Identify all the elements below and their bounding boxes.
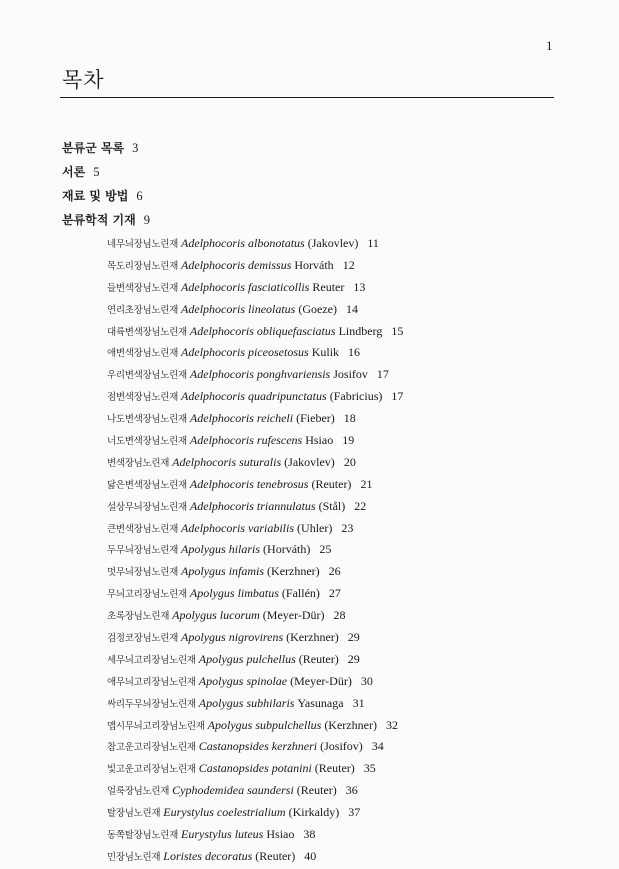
toc-entry-page: 31 <box>352 695 365 710</box>
toc-entry-page: 29 <box>347 630 360 645</box>
toc-entry-page: 27 <box>328 586 341 601</box>
toc-entry-author: Kulik <box>311 345 340 360</box>
toc-entry-author: Yasunaga <box>297 695 344 710</box>
toc-entry-korean-name: 탈장님노린재 <box>107 808 161 820</box>
toc-section <box>62 160 150 184</box>
toc-entry-korean-name: 큰변색장님노린재 <box>107 523 179 535</box>
toc-entry-page: 38 <box>303 827 316 842</box>
toc-entry-korean-name: 나도변색장님노린재 <box>107 414 187 426</box>
toc-entry-scientific-name: Adelphocoris triannulatus <box>189 498 316 513</box>
toc-entry-korean-name: 들변색장님노린재 <box>107 282 179 294</box>
toc-entry-body <box>107 605 346 628</box>
toc-entry-scientific-name: Apolygus pulchellus <box>198 651 296 666</box>
toc-entry-korean-name: 맵시무늬고리장님노린재 <box>107 720 205 732</box>
toc-entry-body <box>107 758 376 781</box>
toc-entry-korean-name: 멋무늬장님노린재 <box>107 567 179 579</box>
toc-entry-page: 28 <box>333 608 346 623</box>
toc-entry-author: (Reuter) <box>255 848 296 863</box>
toc-entry-author: Reuter <box>312 279 345 294</box>
toc-entry-korean-name: 동쪽탈장님노린재 <box>107 830 179 842</box>
toc-entry-page: 16 <box>348 345 361 360</box>
toc-entry-body <box>107 583 341 606</box>
toc-entry-author: (Reuter) <box>311 476 352 491</box>
toc-entry-page: 26 <box>328 564 341 579</box>
toc-entry-body <box>107 277 365 300</box>
toc-entry-korean-name: 빛고운고리장님노린재 <box>107 764 196 776</box>
toc-entry-body <box>107 430 354 453</box>
toc-entry-author: (Jakovlev) <box>284 454 335 469</box>
toc-entry-page: 23 <box>341 520 354 535</box>
toc-entry-author: Horváth <box>294 257 334 272</box>
section-list <box>62 136 150 232</box>
toc-entry-body <box>107 474 372 497</box>
toc-entry-korean-name: 두무늬장님노린재 <box>107 545 179 557</box>
toc-section-label: 분류학적 기재 <box>62 213 136 227</box>
toc-entry-scientific-name: Apolygus spinolae <box>198 673 288 688</box>
toc-entry-scientific-name: Adelphocoris reicheli <box>189 411 294 426</box>
toc-entry-korean-name: 너도변색장님노린재 <box>107 436 187 448</box>
toc-entry-author: Lindberg <box>338 323 383 338</box>
toc-entry-page: 34 <box>371 739 384 754</box>
toc-entry-korean-name: 변색장님노린재 <box>107 457 170 469</box>
toc-entry-korean-name: 애무늬고리장님노린재 <box>107 676 196 688</box>
toc-entry-author: (Fieber) <box>296 411 335 426</box>
toc-entry-page: 20 <box>343 454 356 469</box>
toc-entry-body <box>107 299 358 322</box>
toc-entry-author: Josifov <box>333 367 368 382</box>
toc-entry-body <box>107 824 315 847</box>
toc-entry-scientific-name: Adelphocoris demissus <box>181 257 292 272</box>
toc-entry-scientific-name: Adelphocoris fasciaticollis <box>181 279 310 294</box>
toc-entry-korean-name: 얼룩장님노린재 <box>107 786 170 798</box>
toc-entry-korean-name: 애변색장님노린재 <box>107 348 179 360</box>
toc-entry-korean-name: 설상무늬장님노린재 <box>107 501 187 513</box>
toc-entry-scientific-name: Apolygus subhilaris <box>198 695 295 710</box>
toc-entry-page: 22 <box>354 498 367 513</box>
toc-entry-body <box>107 364 389 387</box>
toc-entry-korean-name: 무늬고리장님노린재 <box>107 589 187 601</box>
toc-section-label: 분류군 목록 <box>62 141 125 155</box>
toc-entry-scientific-name: Eurystylus coelestrialium <box>163 805 286 820</box>
toc-entry-scientific-name: Adelphocoris quadripunctatus <box>181 389 327 404</box>
toc-entry-page: 11 <box>367 236 379 250</box>
toc-section-page: 5 <box>93 165 100 179</box>
toc-entry-page: 13 <box>353 279 366 294</box>
toc-entry-author: (Uhler) <box>297 520 333 535</box>
title-divider <box>60 97 554 98</box>
toc-entry-scientific-name: Apolygus nigrovirens <box>181 630 284 645</box>
toc-entry-body <box>107 321 403 344</box>
toc-section-page: 9 <box>143 213 150 227</box>
toc-entry-scientific-name: Apolygus limbatus <box>189 586 279 601</box>
toc-entry-author: (Meyer-Dür) <box>262 608 325 623</box>
toc-entry-body <box>107 715 398 738</box>
toc-entry-body <box>107 386 403 409</box>
toc-entry-scientific-name: Eurystylus luteus <box>181 827 264 842</box>
toc-entry-body <box>107 671 373 694</box>
toc-entry-page: 14 <box>346 301 358 316</box>
toc-entry-page: 12 <box>342 257 355 272</box>
toc-entry-author: Hsiao <box>266 827 295 842</box>
toc-entry-scientific-name: Loristes decoratus <box>163 848 253 863</box>
page-number: 1 <box>546 38 553 53</box>
toc-entry-author: (Jakovlev) <box>307 236 359 250</box>
toc-entry-author: (Reuter) <box>296 783 337 798</box>
toc-entry-scientific-name: Adelphocoris variabilis <box>181 520 295 535</box>
toc-entry-body <box>107 539 331 562</box>
toc-entry-scientific-name: Adelphocoris tenebrosus <box>189 476 309 491</box>
toc-entry-page: 21 <box>360 476 373 491</box>
toc-entry-author: (Kerzhner) <box>267 564 320 579</box>
toc-section <box>62 184 150 208</box>
toc-entry-korean-name: 민장님노린재 <box>107 851 161 863</box>
toc-entry-author: (Fallén) <box>281 586 320 601</box>
toc-entry-scientific-name: Adelphocoris obliquefasciatus <box>189 323 336 338</box>
toc-entry-page: 37 <box>348 805 361 820</box>
toc-section-label: 재료 및 방법 <box>62 189 129 203</box>
toc-section-page: 6 <box>136 189 143 203</box>
toc-entry-body <box>107 627 360 650</box>
toc-entry-author: Hsiao <box>305 433 334 448</box>
toc-entry-body <box>107 649 360 672</box>
toc-entry-author: (Stål) <box>318 498 346 513</box>
toc-entry-page: 40 <box>304 848 317 863</box>
toc-entry-korean-name: 싸리두무늬장님노린재 <box>107 698 196 710</box>
toc-section <box>62 136 150 160</box>
toc-entry-author: (Goeze) <box>298 301 337 316</box>
toc-entry-author: (Kerzhner) <box>286 630 339 645</box>
toc-entry-scientific-name: Cyphodemidea saundersi <box>172 783 294 798</box>
toc-section-label: 서론 <box>62 165 86 179</box>
toc-entry-scientific-name: Adelphocoris piceosetosus <box>181 345 309 360</box>
toc-entry-korean-name: 세무늬고리장님노린재 <box>107 654 196 666</box>
toc-entry-scientific-name: Adelphocoris rufescens <box>189 433 303 448</box>
toc-entry-body <box>107 408 356 431</box>
toc-section-page: 3 <box>132 141 139 155</box>
toc-entry-korean-name: 점변색장님노린재 <box>107 392 179 404</box>
toc-entry-author: (Kirkaldy) <box>288 805 340 820</box>
toc-entry-author: (Josifov) <box>320 739 363 754</box>
page-title: 목차 <box>62 68 105 92</box>
toc-entry-page: 17 <box>391 389 404 404</box>
toc-entry-scientific-name: Apolygus lucorum <box>172 608 260 623</box>
toc-entry-body <box>107 561 341 584</box>
toc-entry-korean-name: 네무늬장님노린재 <box>107 239 179 250</box>
toc-entry-body <box>107 693 365 716</box>
toc-entry-page: 25 <box>319 542 332 557</box>
toc-entry-body <box>107 846 316 869</box>
toc-entry-body <box>107 452 356 475</box>
toc-entry-scientific-name: Adelphocoris ponghvariensis <box>189 367 331 382</box>
toc-entry-scientific-name: Adelphocoris suturalis <box>172 454 282 469</box>
toc-entry-author: (Meyer-Dür) <box>290 673 352 688</box>
toc-entry-page: 36 <box>345 783 358 798</box>
toc-entry-author: (Reuter) <box>314 761 355 776</box>
toc-entry-body <box>107 342 360 365</box>
toc-entry-page: 17 <box>376 367 389 382</box>
toc-entry-author: (Reuter) <box>298 651 339 666</box>
toc-entry-scientific-name: Apolygus subpulchellus <box>207 717 322 732</box>
toc-entry-page: 30 <box>360 673 373 688</box>
toc-entry-scientific-name: Adelphocoris lineolatus <box>181 301 296 316</box>
toc-entry-korean-name: 대륙변색장님노린재 <box>107 326 187 338</box>
toc-entry-korean-name: 참고운고리장님노린재 <box>107 742 196 754</box>
toc-entry-page: 32 <box>385 717 398 732</box>
toc-entry-korean-name: 닮은변색장님노린재 <box>107 479 187 491</box>
toc-entry-scientific-name: Apolygus infamis <box>181 564 265 579</box>
toc-entry-korean-name: 초록장님노린재 <box>107 611 170 623</box>
toc-entry-page: 29 <box>347 651 360 666</box>
toc-entry-author: (Kerzhner) <box>324 717 377 732</box>
toc-entry-author: (Fabricius) <box>329 389 383 404</box>
toc-entry-body <box>107 233 379 256</box>
toc-entry-korean-name: 검정코장님노린재 <box>107 633 179 645</box>
toc-entry-scientific-name: Castanopsides kerzhneri <box>198 739 318 754</box>
toc-entry-page: 15 <box>391 323 404 338</box>
toc-entry-scientific-name: Castanopsides potanini <box>198 761 312 776</box>
toc-entry-page: 19 <box>342 433 355 448</box>
toc-entry-body <box>107 736 384 759</box>
toc-entry-scientific-name: Apolygus hilaris <box>181 542 261 557</box>
toc-entry-body <box>107 255 355 278</box>
toc-entry-page: 18 <box>343 411 356 426</box>
toc-entry-page: 35 <box>363 761 376 776</box>
toc-entry-author: (Horváth) <box>263 542 311 557</box>
toc-entry-body <box>107 496 366 519</box>
toc-entry-scientific-name: Adelphocoris albonotatus <box>181 236 305 250</box>
toc-entry-korean-name: 우리변색장님노린재 <box>107 370 187 382</box>
toc-entry-body <box>107 802 360 825</box>
toc-entry-korean-name: 연리초장님노린재 <box>107 304 179 316</box>
toc-entry-body <box>107 518 353 541</box>
toc-entry-korean-name: 목도리장님노린재 <box>107 260 179 272</box>
toc-section <box>62 208 150 232</box>
